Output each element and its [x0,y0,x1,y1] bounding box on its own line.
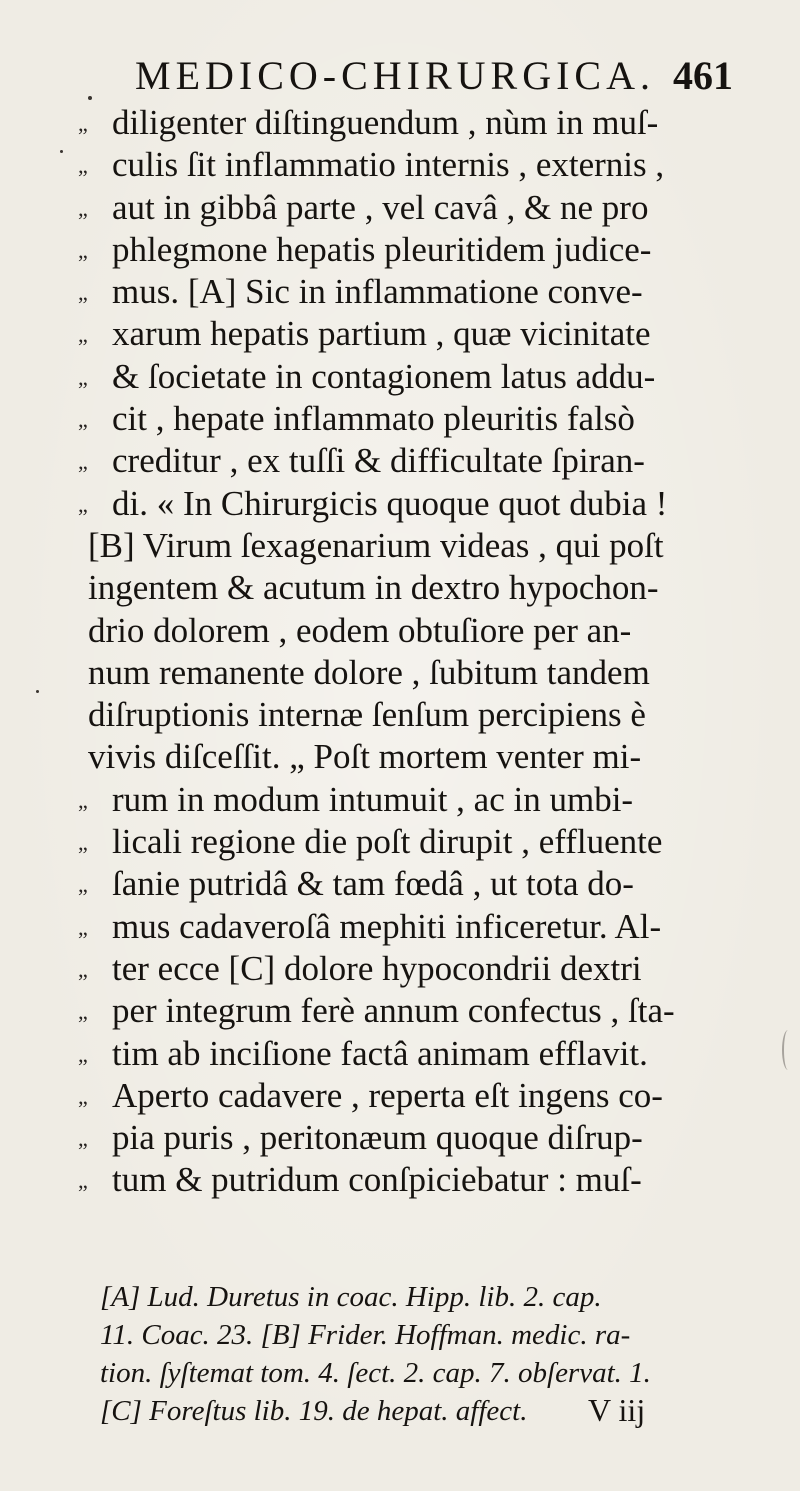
running-head: MEDICO-CHIRURGICA. [135,53,655,98]
footnote-line: 11. Coac. 23. [B] Frider. Hoffman. medic. ra- [100,1319,631,1351]
text-line [78,440,780,482]
ink-speck [60,150,63,153]
line-text: ingentem & acutum in dextro hypochon- [88,568,659,608]
text-line [78,1117,780,1159]
text-line [78,736,780,778]
text-line [78,1159,780,1201]
footnote-line: [A] Lud. Duretus in coac. Hipp. lib. 2. cap. [100,1281,602,1313]
text-line [78,483,780,525]
text-line [78,1075,780,1117]
quote-marker: „ [78,491,88,517]
text-line [78,525,780,567]
quote-marker: „ [78,237,88,263]
text-line [78,271,780,313]
line-text: vivis diſceſſit. „ Poſt mortem venter mi- [88,737,642,777]
line-text: diligenter diſtinguendum , nùm in muſ- [112,103,659,142]
text-line [78,398,780,440]
quote-marker: „ [78,322,88,348]
line-text: culis ſit inflammatio internis , externis , [112,145,665,185]
line-text: mus cadaveroſâ mephiti inficeretur. Al- [112,906,662,946]
text-line [78,313,780,355]
line-text: mus. [A] Sic in inflammatione conve- [112,272,643,312]
ink-speck [88,96,92,100]
line-text: cit , hepate inflammato pleuritis falsò [112,399,635,439]
quote-marker: „ [78,1041,88,1067]
line-text: pia puris , peritonæum quoque diſrup- [112,1118,643,1158]
text-line [78,1033,780,1075]
line-text: creditur , ex tuſſi & difficultate ſpiran- [112,441,645,481]
line-text: Aperto cadavere , reperta eſt ingens co- [112,1075,663,1115]
quote-marker: „ [78,787,88,813]
margin-bleed-mark [782,1030,794,1070]
line-text: ſanie putridâ & tam fœdâ , ut tota do- [112,864,634,904]
text-line [78,567,780,609]
quote-marker: „ [78,999,88,1025]
quote-marker: „ [78,872,88,898]
quote-marker: „ [78,830,88,856]
signature-mark: V iij [588,1392,646,1428]
text-line [78,229,780,271]
ink-speck [36,690,39,693]
line-text: drio dolorem , eodem obtuſiore per an- [88,610,632,650]
line-text: num remanente dolore , ſubitum tandem [88,652,650,692]
text-line [78,948,780,990]
line-text: phlegmone hepatis pleuritidem judice- [112,229,652,269]
page-header [135,50,775,102]
line-text: licali regione die poſt dirupit , effluente [112,822,663,862]
line-text: aut in gibbâ parte , vel cavâ , & ne pro [112,187,649,227]
text-line [78,906,780,948]
quote-marker: „ [78,153,88,179]
quote-marker: „ [78,1126,88,1152]
line-text: tum & putridum conſpiciebatur : muſ- [112,1160,642,1200]
quote-marker: „ [78,1168,88,1194]
quote-marker: „ [78,111,88,136]
text-line [78,694,780,736]
page-number: 461 [673,53,733,98]
quote-marker: „ [78,407,88,433]
line-text: diſruptionis internæ ſenſum percipiens è [88,695,646,735]
text-line [78,356,780,398]
footnotes [100,1278,780,1430]
text-line [78,652,780,694]
quote-marker: „ [78,195,88,221]
text-line [78,821,780,863]
quote-marker: „ [78,280,88,306]
line-text: rum in modum intumuit , ac in umbi- [112,779,634,819]
text-line [78,610,780,652]
body-text [78,102,780,1202]
footnote-line: [C] Foreſtus lib. 19. de hepat. affect. [100,1395,528,1427]
footnote-line: tion. ſyſtemat tom. 4. ſect. 2. cap. 7. obſervat. 1. [100,1357,651,1389]
quote-marker: „ [78,1083,88,1109]
line-text: di. « In Chirurgicis quoque quot dubia ! [112,483,668,523]
text-line [78,102,780,144]
quote-marker: „ [78,449,88,475]
line-text: ter ecce [C] dolore hypocondrii dextri [112,948,642,988]
text-line [78,187,780,229]
quote-marker: „ [78,956,88,982]
line-text: [B] Virum ſexagenarium videas , qui poſt [88,525,664,565]
text-line [78,144,780,186]
line-text: xarum hepatis partium , quæ vicinitate [112,314,651,354]
line-text: per integrum ferè annum confectus , ſta- [112,991,675,1031]
quote-marker: „ [78,914,88,940]
line-text: & ſocietate in contagionem latus addu- [112,356,656,396]
text-line [78,779,780,821]
text-line [78,990,780,1032]
quote-marker: „ [78,364,88,390]
line-text: tim ab inciſione factâ animam efflavit. [112,1033,648,1073]
text-line [78,863,780,905]
